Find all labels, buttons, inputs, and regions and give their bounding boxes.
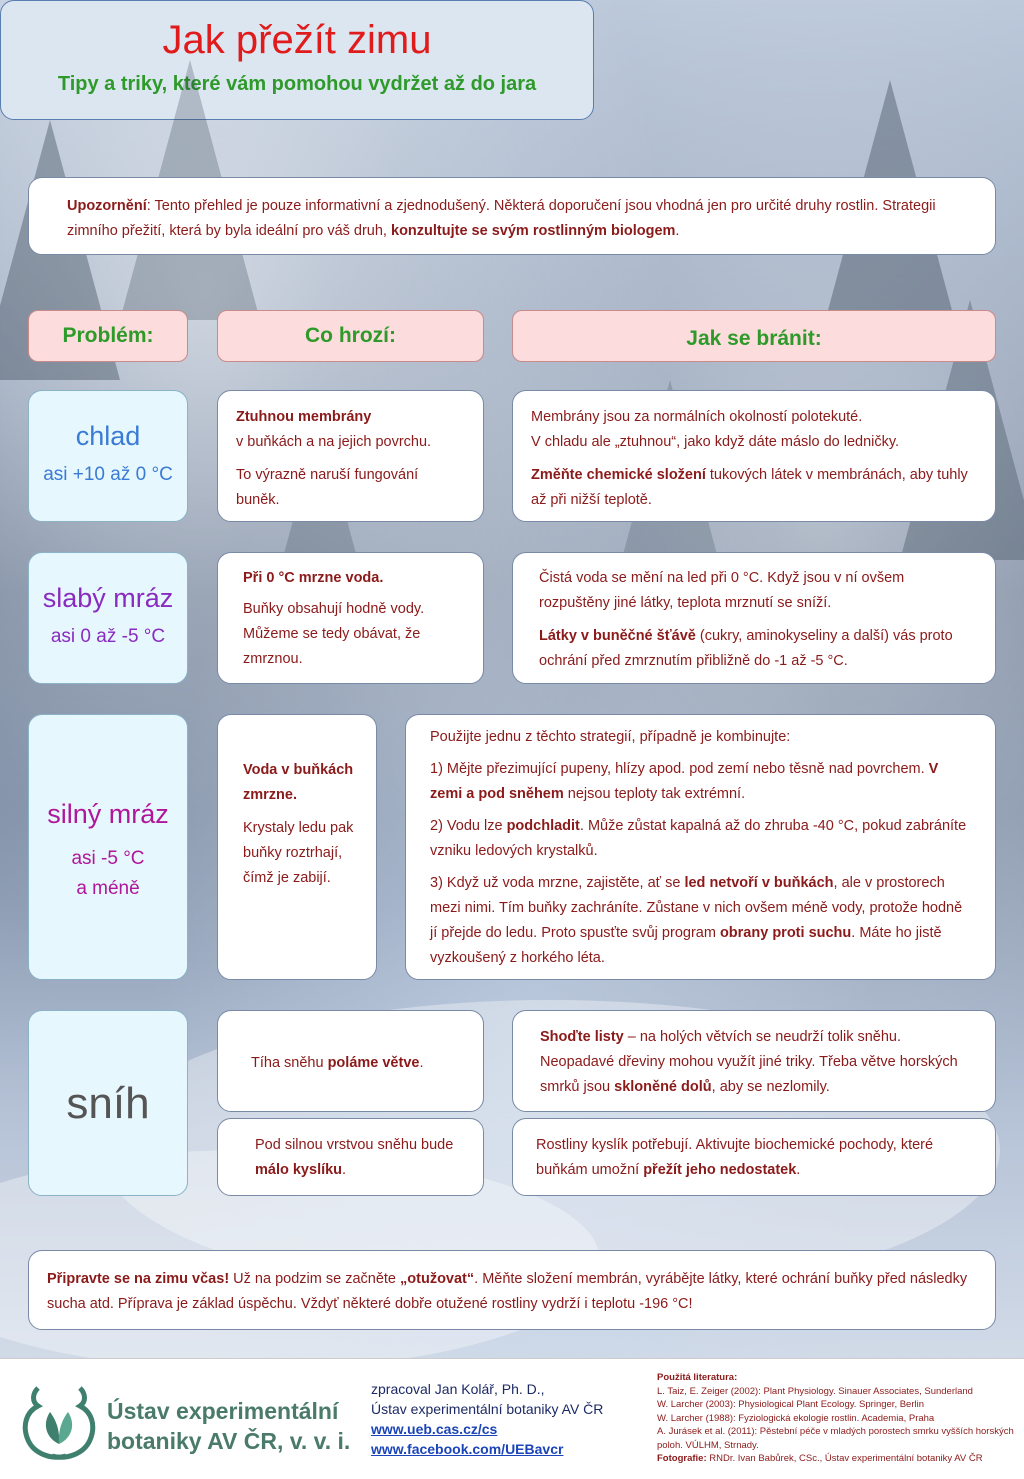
problem-cold <box>28 390 188 522</box>
defense-bold: Změňte chemické složení <box>531 467 706 483</box>
prepare-text-2: . Měňte složení membrán, vyrábějte látky, které ochrání buňky před následky sucha atd. Příprava je základ úspěchu. Vždyť některé dobře otužené rostliny vydrží i teplotu -196 °C! <box>47 1271 968 1312</box>
notice-end: . <box>675 223 680 239</box>
threat-line: v buňkách a na jejich povrchu. <box>236 434 432 450</box>
notice-label: Upozornění <box>67 198 147 214</box>
problem-name: sníh <box>66 1079 150 1128</box>
threat-text: Buňky obsahují hodně vody. Můžeme se tedy obávat, že zmrznou. <box>243 601 425 667</box>
problem-snow <box>28 1010 188 1196</box>
page-title: Jak přežít zimu <box>162 18 432 62</box>
notice-text: : Tento přehled je pouze informativní a zjednodušený. Některá doporučení jsou vhodná jen pro určité druhy rostlin. Strategii zimního přežití, která by byla ideální pro váš druh, <box>67 198 936 239</box>
problem-temp: asi +10 až 0 °C <box>43 464 173 485</box>
strategy-1: 1) Mějte přezimující pupeny, hlízy apod. pod zemí nebo těsně nad povrchem. <box>430 761 929 777</box>
threat-bold: poláme větve <box>327 1055 420 1071</box>
defense-bold: přežít jeho nedostatek <box>643 1162 797 1178</box>
defense-text: Membrány jsou za normálních okolností polotekuté. <box>531 409 863 425</box>
column-header-defense: Jak se bránit: <box>512 310 996 362</box>
defense-hard-frost <box>405 714 996 980</box>
problem-name: silný mráz <box>47 799 169 829</box>
threat-end: . <box>419 1055 424 1071</box>
defense-light-frost <box>512 552 996 684</box>
prepare-bold-2: „otužovat“ <box>400 1271 475 1287</box>
threat-snow-weight <box>217 1010 484 1112</box>
defense-end: , aby se nezlomily. <box>711 1079 830 1095</box>
threat-title: Voda v buňkách zmrzne. <box>243 762 354 803</box>
logo-line-2: botaniky AV ČR, v. v. i. <box>107 1428 351 1454</box>
prepare-box <box>28 1250 996 1330</box>
credits <box>371 1379 603 1459</box>
strategy-1-bold: V zemi a pod sněhem <box>430 761 939 802</box>
logo-line-1: Ústav experimentální <box>107 1398 339 1424</box>
strategy-3-end: . Máte ho jistě vyzkoušený z horkého léta. <box>430 925 942 966</box>
strategy-3: 3) Když už voda mrzne, zajistěte, ať se <box>430 875 685 891</box>
defense-snow-weight <box>512 1010 996 1112</box>
problem-light-frost <box>28 552 188 684</box>
defense-end: . <box>796 1162 801 1178</box>
notice-box <box>28 177 996 255</box>
strategy-1-end: nejsou teploty tak extrémní. <box>563 786 746 802</box>
strategy-3-bold-2: obrany proti suchu <box>719 925 852 941</box>
problem-temp: asi -5 °C <box>71 848 145 869</box>
problem-temp-2: a méně <box>76 878 140 899</box>
institute-name: Ústav experimentální botaniky AV ČR <box>371 1401 604 1417</box>
defense-cold <box>512 390 996 522</box>
notice-bold: konzultujte se svým rostlinným biologem <box>391 223 676 239</box>
threat-bold: málo kyslíku <box>255 1162 343 1178</box>
facebook-link[interactable]: www.facebook.com/UEBavcr <box>371 1441 564 1457</box>
strategy-2-bold: podchladit <box>506 818 580 834</box>
institute-logo-text <box>107 1396 350 1456</box>
column-header-threat: Co hrozí: <box>217 310 484 362</box>
threat-snow-oxygen <box>217 1118 484 1196</box>
defense-intro: Použijte jednu z těchto strategií, případně je kombinujte: <box>430 729 791 745</box>
strategy-2-end: . Může zůstat kapalná až do zhruba -40 °C, pokud zabráníte vzniku ledových krystalků. <box>430 818 967 859</box>
page-subtitle: Tipy a triky, které vám pomohou vydržet až do jara <box>57 73 537 95</box>
threat-title: Při 0 °C mrzne voda. <box>243 570 384 586</box>
defense-text: – na holých větvích se neudrží tolik sněhu. Neopadavé dřeviny mohou využít jiné triky. Třeba větve horských smrků jsou <box>540 1029 958 1095</box>
defense-text: (cukry, aminokyseliny a další) vás proto ochrání před zmrznutím přibližně do -1 až -5 °C. <box>539 628 953 669</box>
threat-end: . <box>342 1162 347 1178</box>
defense-text: tukových látek v membránách, aby tuhly až při nižší teplotě. <box>531 467 968 508</box>
defense-snow-oxygen <box>512 1118 996 1196</box>
strategy-3-bold: led netvoří v buňkách <box>684 875 834 891</box>
literature-item: W. Larcher (2003): Physiological Plant Ecology. Springer, Berlin <box>657 1399 925 1410</box>
literature-item: A. Jurásek et al. (2011): Pěstební péče v mladých porostech smrku vyšších horských poloh. VÚLHM, Strnady. <box>657 1426 1014 1451</box>
literature-item: W. Larcher (1988): Fyziologická ekologie rostlin. Academia, Praha <box>657 1412 935 1424</box>
photo-credit: RNDr. Ivan Babůrek, CSc., Ústav experimentální botaniky AV ČR <box>706 1453 983 1464</box>
prepare-text: Už na podzim se začněte <box>229 1271 401 1287</box>
problem-name: slabý mráz <box>42 583 174 613</box>
institute-logo-icon <box>18 1380 100 1462</box>
defense-text: Čistá voda se mění na led při 0 °C. Když jsou v ní ovšem rozpuštěny jiné látky, teplota mrznutí se sníží. <box>539 570 905 611</box>
threat-text: Tíha sněhu <box>251 1055 328 1071</box>
threat-text: Pod silnou vrstvou sněhu bude <box>255 1137 454 1153</box>
threat-text: To výrazně naruší fungování buněk. <box>236 467 419 508</box>
literature-item: L. Taiz, E. Zeiger (2002): Plant Physiology. Sinauer Associates, Sunderland <box>657 1385 973 1397</box>
strategy-2: 2) Vodu lze <box>430 818 507 834</box>
defense-bold: Látky v buněčné šťávě <box>539 628 696 644</box>
defense-bold: Shoďte listy <box>540 1029 624 1045</box>
problem-hard-frost <box>28 714 188 980</box>
threat-title: Ztuhnou membrány <box>236 409 372 425</box>
threat-light-frost <box>217 552 484 684</box>
defense-text: Rostliny kyslík potřebují. Aktivujte biochemické pochody, které buňkám umožní <box>536 1137 934 1178</box>
photo-label: Fotografie: <box>657 1453 707 1464</box>
author: zpracoval Jan Kolář, Ph. D., <box>371 1381 545 1397</box>
title-box <box>0 0 594 120</box>
column-header-problem: Problém: <box>28 310 188 362</box>
problem-name: chlad <box>75 421 141 451</box>
defense-bold-2: skloněné dolů <box>614 1079 712 1095</box>
strategy-3-text: , ale v prostorech mezi nimi. Tím buňky zachráníte. Zůstane v nich ovšem méně vody, protože hodně jí přejde do ledu. Proto spusťte svůj program <box>430 875 963 941</box>
literature <box>657 1371 1017 1466</box>
threat-hard-frost <box>217 714 377 980</box>
threat-cold <box>217 390 484 522</box>
threat-text: Krystaly ledu pak buňky roztrhají, čímž je zabijí. <box>243 820 354 886</box>
prepare-bold: Připravte se na zimu včas! <box>47 1271 230 1287</box>
literature-title: Použitá literatura: <box>657 1372 738 1383</box>
problem-temp: asi 0 až -5 °C <box>50 626 166 647</box>
defense-text: V chladu ale „ztuhnou“, jako když dáte máslo do ledničky. <box>531 434 900 450</box>
website-link[interactable]: www.ueb.cas.cz/cs <box>371 1421 498 1437</box>
